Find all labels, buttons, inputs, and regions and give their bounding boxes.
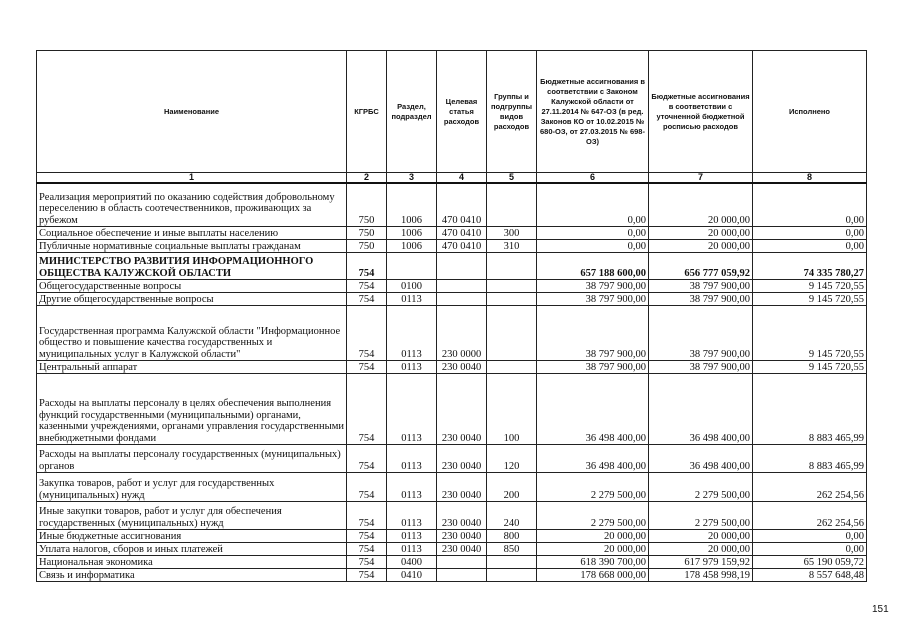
row-article xyxy=(437,280,487,293)
budget-table xyxy=(36,50,867,582)
row-kgrbs: 754 xyxy=(347,530,387,543)
row-name: Иные закупки товаров, работ и услуг для обеспечения государственных (муниципальных) нужд xyxy=(37,502,347,530)
row-section: 1006 xyxy=(387,227,437,240)
row-article xyxy=(437,253,487,280)
table-row xyxy=(37,543,867,556)
row-assign-law: 20 000,00 xyxy=(537,530,649,543)
row-kgrbs: 754 xyxy=(347,502,387,530)
row-article: 230 0040 xyxy=(437,361,487,374)
row-assign-law: 0,00 xyxy=(537,227,649,240)
row-assign-list: 20 000,00 xyxy=(649,227,753,240)
row-groups xyxy=(487,280,537,293)
row-name: Общегосударственные вопросы xyxy=(37,280,347,293)
row-kgrbs: 754 xyxy=(347,306,387,361)
table-row xyxy=(37,293,867,306)
row-assign-list: 36 498 400,00 xyxy=(649,374,753,445)
row-groups: 300 xyxy=(487,227,537,240)
row-executed: 9 145 720,55 xyxy=(753,280,867,293)
row-name: МИНИСТЕРСТВО РАЗВИТИЯ ИНФОРМАЦИОННОГО ОБЩЕСТВА КАЛУЖСКОЙ ОБЛАСТИ xyxy=(37,253,347,280)
row-groups: 800 xyxy=(487,530,537,543)
row-assign-law: 0,00 xyxy=(537,240,649,253)
row-section: 0113 xyxy=(387,473,437,502)
header-kgrbs: КГРБС xyxy=(347,51,387,173)
row-assign-law: 657 188 600,00 xyxy=(537,253,649,280)
row-executed: 0,00 xyxy=(753,183,867,227)
row-assign-list: 20 000,00 xyxy=(649,240,753,253)
row-assign-list: 20 000,00 xyxy=(649,543,753,556)
row-groups: 240 xyxy=(487,502,537,530)
row-assign-list: 38 797 900,00 xyxy=(649,306,753,361)
row-name: Другие общегосударственные вопросы xyxy=(37,293,347,306)
row-executed: 262 254,56 xyxy=(753,473,867,502)
row-groups: 120 xyxy=(487,445,537,473)
row-article: 230 0040 xyxy=(437,530,487,543)
row-section: 0113 xyxy=(387,374,437,445)
row-name: Иные бюджетные ассигнования xyxy=(37,530,347,543)
header-section: Раздел, подраздел xyxy=(387,51,437,173)
table-row xyxy=(37,473,867,502)
row-section: 0113 xyxy=(387,445,437,473)
row-assign-list: 656 777 059,92 xyxy=(649,253,753,280)
row-groups: 310 xyxy=(487,240,537,253)
row-article: 230 0040 xyxy=(437,543,487,556)
table-row xyxy=(37,227,867,240)
table-row xyxy=(37,253,867,280)
row-executed: 0,00 xyxy=(753,543,867,556)
table-row xyxy=(37,556,867,569)
row-kgrbs: 754 xyxy=(347,280,387,293)
row-name: Публичные нормативные социальные выплаты гражданам xyxy=(37,240,347,253)
row-assign-list: 617 979 159,92 xyxy=(649,556,753,569)
row-executed: 8 883 465,99 xyxy=(753,374,867,445)
row-assign-law: 38 797 900,00 xyxy=(537,280,649,293)
table-row xyxy=(37,361,867,374)
row-assign-law: 2 279 500,00 xyxy=(537,502,649,530)
row-assign-list: 38 797 900,00 xyxy=(649,361,753,374)
header-assign-list: Бюджетные ассигнования в соответствии с уточненной бюджетной росписью расходов xyxy=(649,51,753,173)
header-assign-law: Бюджетные ассигнования в соответствии с Законом Калужской области от 27.11.2014 № 647-ОЗ (в ред. Законов КО от 10.02.2015 № 680-ОЗ, от 27.03.2015 № 698-ОЗ) xyxy=(537,51,649,173)
row-assign-list: 36 498 400,00 xyxy=(649,445,753,473)
column-number: 4 xyxy=(437,173,487,184)
row-groups xyxy=(487,361,537,374)
row-name: Государственная программа Калужской области "Информационное общество и повышение качества государственных и муниципальных услуг в Калужской области" xyxy=(37,306,347,361)
row-name: Национальная экономика xyxy=(37,556,347,569)
column-number: 1 xyxy=(37,173,347,184)
row-name: Реализация мероприятий по оказанию содействия добровольному переселению в область соотечественников, проживающих за рубежом xyxy=(37,183,347,227)
row-section: 0113 xyxy=(387,530,437,543)
column-number: 6 xyxy=(537,173,649,184)
column-number-row xyxy=(37,173,867,184)
row-article: 230 0040 xyxy=(437,473,487,502)
row-article xyxy=(437,556,487,569)
column-number: 3 xyxy=(387,173,437,184)
table-body xyxy=(37,183,867,582)
row-executed: 0,00 xyxy=(753,240,867,253)
header-executed: Исполнено xyxy=(753,51,867,173)
row-groups xyxy=(487,569,537,582)
row-name: Расходы на выплаты персоналу в целях обеспечения выполнения функций государственными (муниципальными) органами, казенными учреждениями, органами управления государственными внебюджетными фондами xyxy=(37,374,347,445)
row-assign-law: 38 797 900,00 xyxy=(537,361,649,374)
row-name: Связь и информатика xyxy=(37,569,347,582)
row-section: 0113 xyxy=(387,361,437,374)
row-section: 0113 xyxy=(387,306,437,361)
row-executed: 0,00 xyxy=(753,530,867,543)
row-article: 230 0040 xyxy=(437,502,487,530)
row-kgrbs: 754 xyxy=(347,361,387,374)
row-article: 470 0410 xyxy=(437,240,487,253)
row-kgrbs: 750 xyxy=(347,227,387,240)
row-name: Центральный аппарат xyxy=(37,361,347,374)
row-groups xyxy=(487,293,537,306)
row-executed: 262 254,56 xyxy=(753,502,867,530)
row-groups xyxy=(487,183,537,227)
row-assign-list: 178 458 998,19 xyxy=(649,569,753,582)
row-kgrbs: 754 xyxy=(347,253,387,280)
row-article: 230 0040 xyxy=(437,374,487,445)
row-section: 0410 xyxy=(387,569,437,582)
row-executed: 74 335 780,27 xyxy=(753,253,867,280)
row-kgrbs: 754 xyxy=(347,569,387,582)
row-groups xyxy=(487,253,537,280)
row-section: 1006 xyxy=(387,240,437,253)
row-article: 230 0000 xyxy=(437,306,487,361)
row-section: 0113 xyxy=(387,502,437,530)
row-article: 470 0410 xyxy=(437,183,487,227)
row-executed: 8 557 648,48 xyxy=(753,569,867,582)
row-kgrbs: 754 xyxy=(347,543,387,556)
row-assign-law: 2 279 500,00 xyxy=(537,473,649,502)
table-row xyxy=(37,280,867,293)
row-executed: 0,00 xyxy=(753,227,867,240)
row-assign-law: 0,00 xyxy=(537,183,649,227)
column-number: 8 xyxy=(753,173,867,184)
row-section xyxy=(387,253,437,280)
row-kgrbs: 750 xyxy=(347,240,387,253)
row-article xyxy=(437,293,487,306)
table-row xyxy=(37,445,867,473)
row-kgrbs: 754 xyxy=(347,374,387,445)
row-assign-law: 36 498 400,00 xyxy=(537,374,649,445)
row-assign-law: 618 390 700,00 xyxy=(537,556,649,569)
row-name: Закупка товаров, работ и услуг для государственных (муниципальных) нужд xyxy=(37,473,347,502)
table-row xyxy=(37,530,867,543)
row-executed: 65 190 059,72 xyxy=(753,556,867,569)
row-executed: 9 145 720,55 xyxy=(753,361,867,374)
row-executed: 9 145 720,55 xyxy=(753,306,867,361)
row-kgrbs: 754 xyxy=(347,445,387,473)
table-row xyxy=(37,569,867,582)
column-number: 5 xyxy=(487,173,537,184)
row-section: 0113 xyxy=(387,543,437,556)
row-name: Расходы на выплаты персоналу государственных (муниципальных) органов xyxy=(37,445,347,473)
row-section: 0113 xyxy=(387,293,437,306)
row-assign-law: 38 797 900,00 xyxy=(537,293,649,306)
row-article: 230 0040 xyxy=(437,445,487,473)
row-kgrbs: 754 xyxy=(347,556,387,569)
row-section: 0400 xyxy=(387,556,437,569)
row-executed: 9 145 720,55 xyxy=(753,293,867,306)
row-groups: 200 xyxy=(487,473,537,502)
row-assign-list: 2 279 500,00 xyxy=(649,502,753,530)
row-groups: 100 xyxy=(487,374,537,445)
row-kgrbs: 750 xyxy=(347,183,387,227)
column-number: 7 xyxy=(649,173,753,184)
table-row xyxy=(37,502,867,530)
row-groups xyxy=(487,556,537,569)
header-name: Наименование xyxy=(37,51,347,173)
row-assign-list: 38 797 900,00 xyxy=(649,293,753,306)
row-assign-law: 36 498 400,00 xyxy=(537,445,649,473)
row-section: 1006 xyxy=(387,183,437,227)
row-groups xyxy=(487,306,537,361)
row-article xyxy=(437,569,487,582)
row-assign-list: 2 279 500,00 xyxy=(649,473,753,502)
row-kgrbs: 754 xyxy=(347,473,387,502)
row-assign-list: 20 000,00 xyxy=(649,183,753,227)
header-row xyxy=(37,51,867,173)
table-row xyxy=(37,240,867,253)
header-groups: Группы и подгруппы видов расходов xyxy=(487,51,537,173)
row-groups: 850 xyxy=(487,543,537,556)
table-row xyxy=(37,374,867,445)
row-assign-law: 20 000,00 xyxy=(537,543,649,556)
row-assign-law: 178 668 000,00 xyxy=(537,569,649,582)
row-name: Социальное обеспечение и иные выплаты населению xyxy=(37,227,347,240)
row-assign-law: 38 797 900,00 xyxy=(537,306,649,361)
row-executed: 8 883 465,99 xyxy=(753,445,867,473)
page-number: 151 xyxy=(872,604,889,615)
row-article: 470 0410 xyxy=(437,227,487,240)
table-row xyxy=(37,306,867,361)
row-assign-list: 20 000,00 xyxy=(649,530,753,543)
row-section: 0100 xyxy=(387,280,437,293)
row-kgrbs: 754 xyxy=(347,293,387,306)
row-assign-list: 38 797 900,00 xyxy=(649,280,753,293)
table-row xyxy=(37,183,867,227)
header-article: Целевая статья расходов xyxy=(437,51,487,173)
row-name: Уплата налогов, сборов и иных платежей xyxy=(37,543,347,556)
column-number: 2 xyxy=(347,173,387,184)
